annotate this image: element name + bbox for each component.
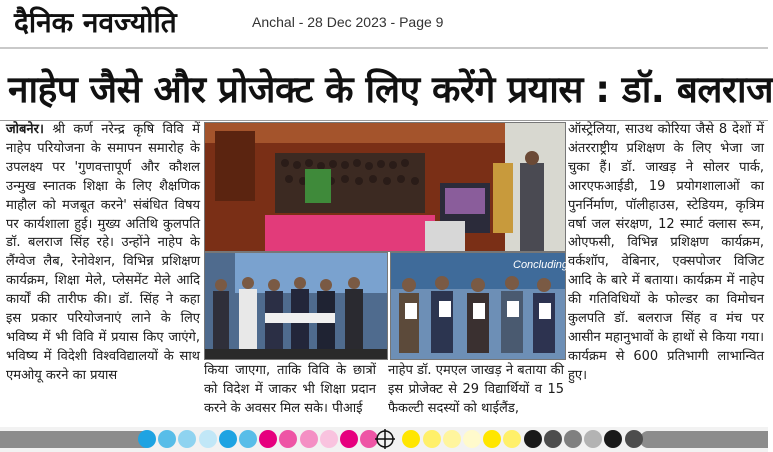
color-swatch	[503, 430, 521, 448]
auditorium-illustration	[205, 123, 565, 251]
newspaper-logo: दैनिक नवज्योति	[14, 6, 177, 39]
edition-date-page: Anchal - 28 Dec 2023 - Page 9	[252, 14, 444, 30]
color-swatch	[178, 430, 196, 448]
color-swatch	[320, 430, 338, 448]
color-swatch	[239, 430, 257, 448]
color-swatch	[483, 430, 501, 448]
color-swatch	[279, 430, 297, 448]
article-dateline: जोबनेर।	[6, 122, 44, 137]
print-color-bar	[0, 427, 768, 452]
color-swatch	[259, 430, 277, 448]
color-swatch	[199, 430, 217, 448]
article-column-right	[568, 121, 764, 426]
color-swatch	[524, 430, 542, 448]
article-column-mid-1	[204, 362, 376, 424]
color-swatch	[463, 430, 481, 448]
article-column-mid-2	[388, 362, 564, 424]
registration-mark-icon	[375, 429, 395, 449]
color-swatch	[340, 430, 358, 448]
masthead	[0, 0, 768, 48]
color-swatch	[219, 430, 237, 448]
article-text-mid-1: किया जाएगा, ताकि विवि के छात्रों को विदेश में जाकर भी शिक्षा प्रदान करने के अवसर मिल सके। पीआई	[204, 363, 376, 416]
article-text-mid-2: नाहेप डॉ. एमएल जाखड़ ने बताया की इस प्रोजेक्ट से 29 विद्यार्थियों व 15 फैकल्टी सदस्यों को थाईलैंड,	[388, 363, 564, 416]
color-swatch	[138, 430, 156, 448]
masthead-divider	[0, 47, 768, 49]
color-swatch	[158, 430, 176, 448]
color-swatch	[402, 430, 420, 448]
color-swatch	[564, 430, 582, 448]
article-text-right: ऑस्ट्रेलिया, साउथ कोरिया जैसे 8 देशों में अंतरराष्ट्रीय प्रशिक्षण के लिए भेजा जा चुका हैं। डॉ. जाखड़ ने सोलर पार्क, आरएफआईडी, 19 प्रयोगशालाओं का पुनर्निर्माण, पॉलीहाउस, स्टेडियम, कृत्रिम वर्षा जल संरक्षण, 12 स्मार्ट क्लास रूम, ओएफसी, विभिन्न प्रशिक्षण कार्यक्रम, वर्कशॉप, वेबिनार, एक्सपोजर विजिट आदि के बारे में बताया। कार्यक्रम में नाहेप की गतिविधियों के फोल्डर का विमोचन कुलपति डॉ. बलराज सिंह व मंच पर आसीन महानुभावों के हाथों से किया गया। कार्यक्रम से 600 प्रतिभागी लाभान्वित हुए।	[568, 122, 764, 383]
photo-folder-release	[390, 252, 582, 360]
color-swatch	[423, 430, 441, 448]
photo-auditorium-audience	[204, 122, 566, 252]
color-swatch	[584, 430, 602, 448]
color-swatch	[300, 430, 318, 448]
article-column-left	[6, 121, 200, 426]
color-swatch	[604, 430, 622, 448]
article-headline: नाहेप जैसे और प्रोजेक्ट के लिए करेंगे प्रयास : डॉ. बलराज	[8, 68, 773, 111]
color-swatch	[625, 430, 643, 448]
banner-text: Concluding W	[513, 259, 582, 271]
color-swatch	[443, 430, 461, 448]
dignitaries-illustration	[205, 253, 387, 359]
article-text-left: श्री कर्ण नरेन्द्र कृषि विवि में नाहेप परियोजना के समापन समारोह के उपलक्ष्य पर 'गुणवत्तापूर्ण और कौशल उन्मुख स्नातक शिक्षा के लिए शैक्षणिक माहौल को मजबूत करने' संबंधित विषय पर कार्यशाला हुई। मुख्य अतिथि कुलपति डॉ. बलराज सिंह रहे। उन्होंने नाहेप के लैंग्वेज लैब, रेनोवेशन, विभिन्न प्रशिक्षण कार्यक्रम, शिक्षा मेले, प्लेसमेंट मेले आदि कार्यों की तारीफ की। डॉ. सिंह ने कहा इस प्रकार परियोजनाएं लाने के लिए भविष्य में भी विवि में प्रयास किए जाएंगे, भविष्य में विदेशी विश्वविद्यालयों के साथ एमओयू करने का प्रयास	[6, 122, 200, 383]
photo-dignitaries-stage	[204, 252, 388, 360]
color-swatch	[544, 430, 562, 448]
color-bar-left-block	[0, 431, 152, 448]
color-bar-right-block	[640, 431, 768, 448]
